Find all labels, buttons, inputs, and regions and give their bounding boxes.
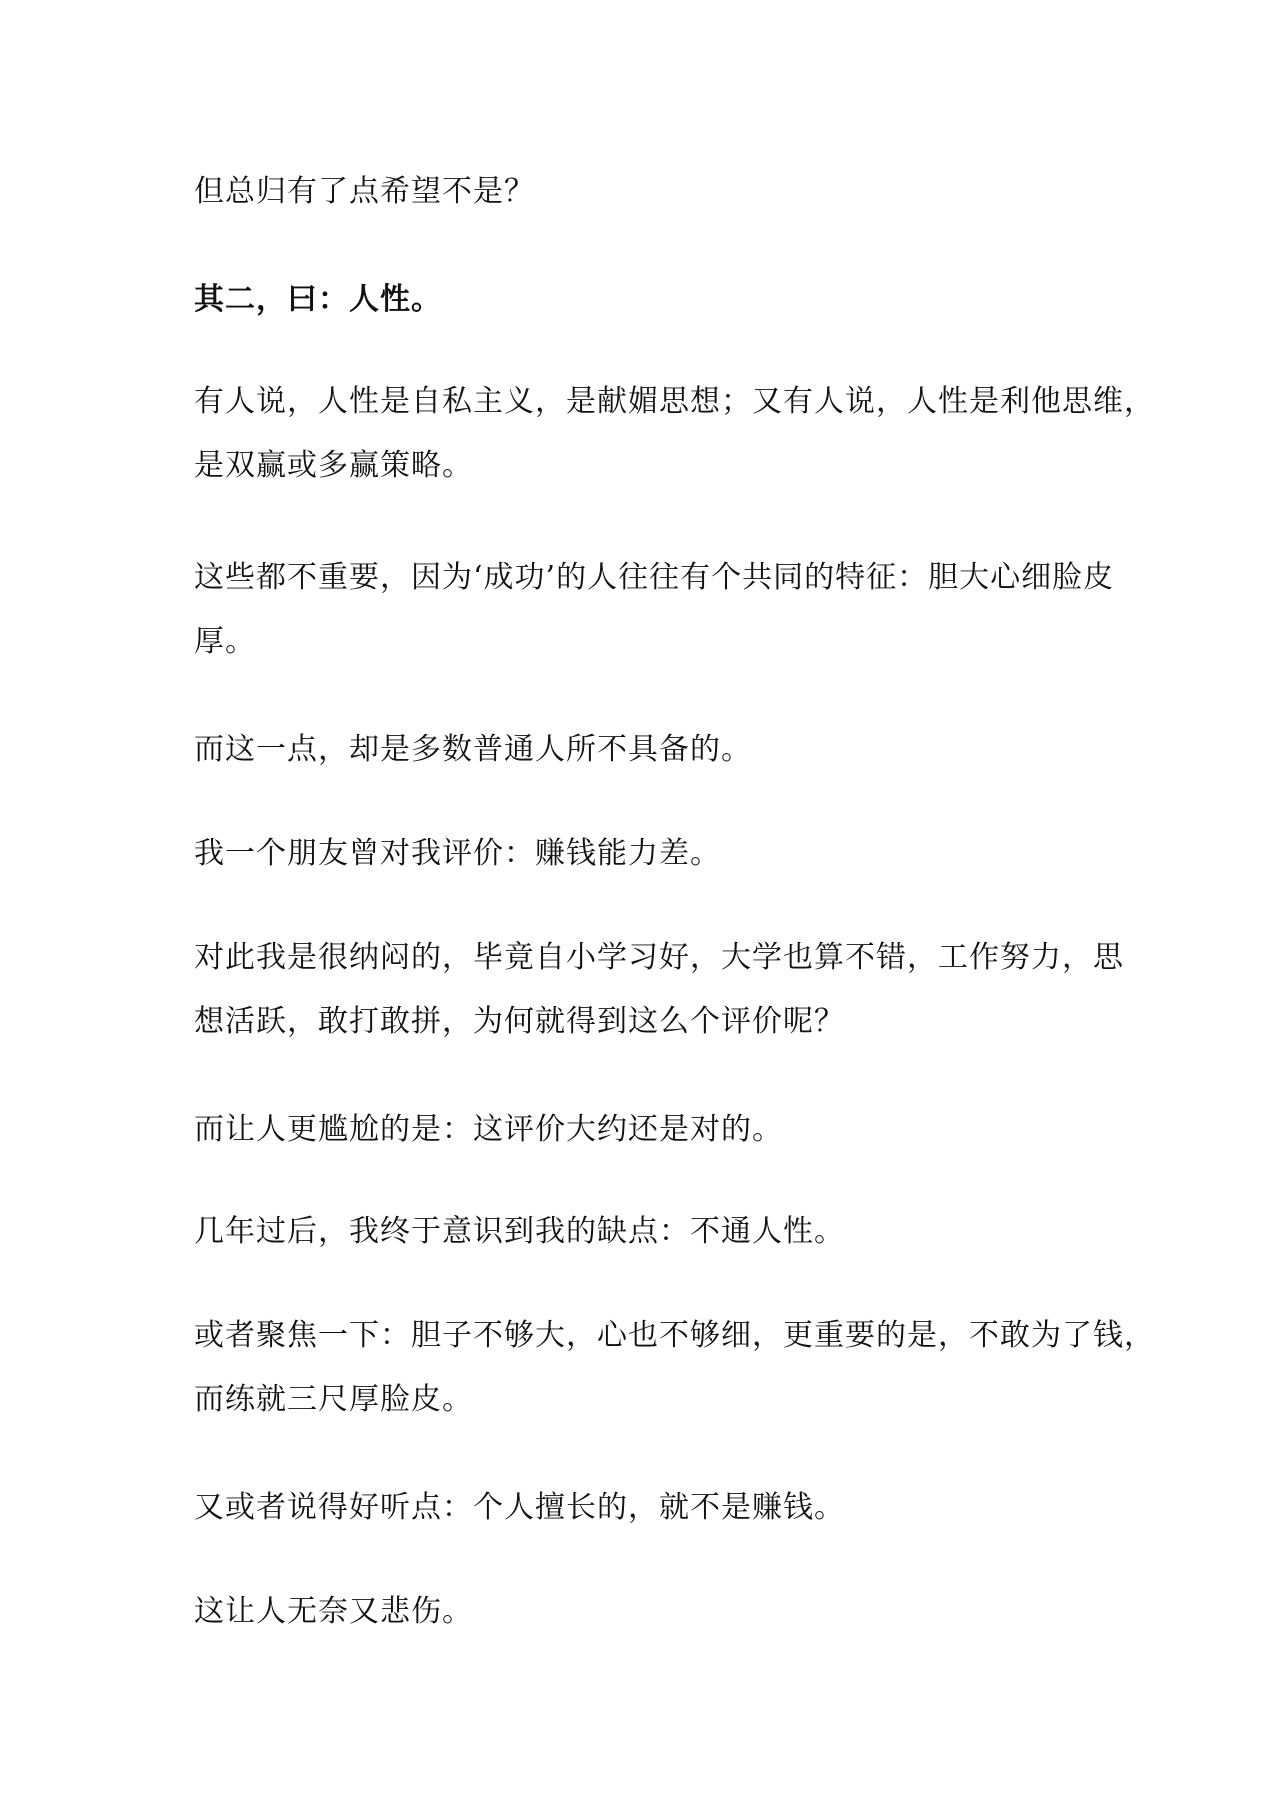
text-line: 几年过后，我终于意识到我的缺点：不通人性。	[194, 1214, 845, 1249]
text-line: 而这一点，却是多数普通人所不具备的。	[194, 732, 752, 767]
paragraph-friend-evaluation	[194, 822, 1094, 886]
text-line: 或者聚焦一下：胆子不够大，心也不够细，更重要的是，不敢为了钱，	[194, 1318, 1155, 1353]
paragraph-realization	[194, 1200, 1094, 1264]
paragraph-awkward-truth	[194, 1098, 1094, 1162]
text-line: 有人说，人性是自私主义，是献媚思想；又有人说，人性是利他思维，	[194, 384, 1155, 419]
text-line: 想活跃，敢打敢拼，为何就得到这么个评价呢？	[194, 1004, 845, 1039]
text-line: 是双赢或多赢策略。	[194, 448, 473, 483]
paragraph-human-nature-views	[194, 370, 1155, 498]
paragraph-confusion	[194, 926, 1124, 1054]
text-line: 对此我是很纳闷的，毕竟自小学习好，大学也算不错，工作努力，思	[194, 940, 1124, 975]
paragraph-sadness	[194, 1580, 1094, 1644]
text-line: 厚。	[194, 624, 256, 659]
paragraph-success-traits	[194, 546, 1115, 674]
heading-line: 其二，曰：人性。	[194, 282, 442, 317]
text-line: 又或者说得好听点：个人擅长的，就不是赚钱。	[194, 1490, 845, 1525]
text-line: 这些都不重要，因为‘成功’的人往往有个共同的特征：胆大心细脸皮	[194, 560, 1115, 595]
section-heading-human-nature	[194, 268, 1094, 332]
text-line: 这让人无奈又悲伤。	[194, 1594, 473, 1629]
paragraph-focus	[194, 1304, 1155, 1432]
paragraph-not-good-at-money	[194, 1476, 1094, 1540]
text-line: 而练就三尺厚脸皮。	[194, 1382, 473, 1417]
text-line: 我一个朋友曾对我评价：赚钱能力差。	[194, 836, 721, 871]
text-line: 而让人更尴尬的是：这评价大约还是对的。	[194, 1112, 783, 1147]
paragraph-hope	[194, 160, 1094, 224]
text-line: 但总归有了点希望不是？	[194, 174, 535, 209]
paragraph-ordinary-people	[194, 718, 1094, 782]
